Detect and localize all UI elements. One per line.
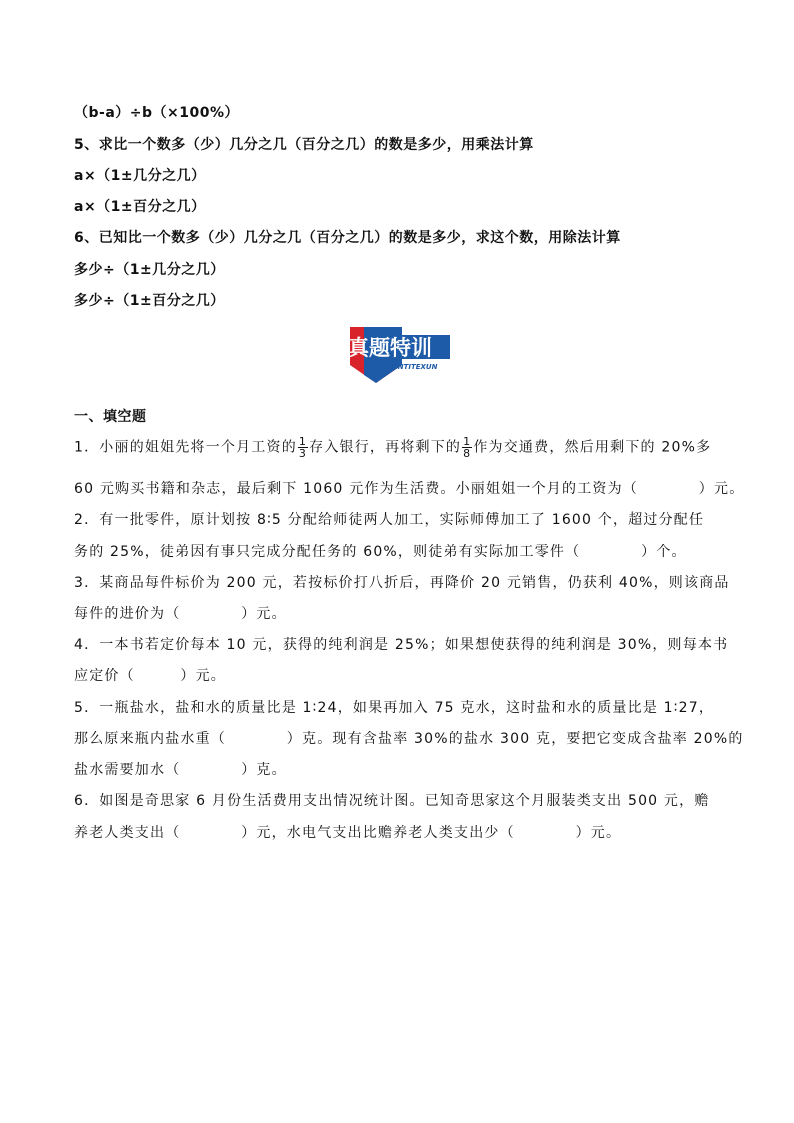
question-2-line-1: 2．有一批零件，原计划按 8∶5 分配给师徒两人加工，实际师傅加工了 1600 个，超过分配任: [74, 512, 705, 528]
question-6-line-2: 养老人类支出（ ）元，水电气支出比赡养老人类支出少（ ）元。: [74, 825, 622, 841]
logo-text: 真题特训: [348, 336, 432, 360]
q1-text-a: 1．小丽的姐姐先将一个月工资的: [74, 439, 297, 456]
zhenti-texun-logo: [344, 325, 452, 385]
question-3-line-1: 3．某商品每件标价为 200 元，若按标价打八折后，再降价 20 元销售，仍获利 40%，则该商品: [74, 575, 730, 591]
question-1-line-1: [74, 436, 711, 459]
formula-line-7: 多少÷（1±百分之几）: [74, 293, 225, 309]
question-1-line-2: 60 元购买书籍和杂志，最后剩下 1060 元作为生活费。小丽姐姐一个月的工资为（ ）元。: [74, 481, 745, 497]
formula-line-4: a×（1±百分之几）: [74, 199, 206, 215]
section-title: 一、填空题: [74, 409, 147, 425]
question-2-line-2: 务的 25%，徒弟因有事只完成分配任务的 60%，则徒弟有实际加工零件（ ）个。: [74, 544, 687, 560]
logo-badge-icon: [344, 325, 452, 385]
question-5-line-2: 那么原来瓶内盐水重（ ）克。现有含盐率 30%的盐水 300 克，要把它变成含盐率 20%的: [74, 731, 744, 747]
question-4-line-1: 4．一本书若定价每本 10 元，获得的纯利润是 25%；如果想使获得的纯利润是 30%，则每本书: [74, 637, 729, 653]
fraction-one-eighth: $\frac{1}{8}$: [463, 435, 472, 460]
question-5-line-1: 5．一瓶盐水，盐和水的质量比是 1∶24，如果再加入 75 克水，这时盐和水的质量比是 1∶27，: [74, 700, 715, 716]
logo-subtext: ZHENTITEXUN: [382, 363, 438, 371]
formula-line-1: （b-a）÷b（×100%）: [74, 105, 240, 121]
q1-text-c: 作为交通费，然后用剩下的 20%多: [473, 439, 712, 456]
question-4-line-2: 应定价（ ）元。: [74, 668, 226, 684]
fraction-one-third: $\frac{1}{3}$: [298, 435, 308, 460]
q1-text-b: 存入银行，再将剩下的: [309, 439, 462, 456]
question-6-line-1: 6．如图是奇思家 6 月份生活费用支出情况统计图。已知奇思家这个月服装类支出 500 元，赡: [74, 793, 710, 809]
question-3-line-2: 每件的进价为（ ）元。: [74, 606, 287, 622]
formula-line-3: a×（1±几分之几）: [74, 168, 206, 184]
formula-line-2: 5、求比一个数多（少）几分之几（百分之几）的数是多少，用乘法计算: [74, 137, 534, 153]
question-5-line-3: 盐水需要加水（ ）克。: [74, 762, 287, 778]
formula-line-5: 6、已知比一个数多（少）几分之几（百分之几）的数是多少，求这个数，用除法计算: [74, 230, 621, 246]
formula-line-6: 多少÷（1±几分之几）: [74, 262, 225, 278]
